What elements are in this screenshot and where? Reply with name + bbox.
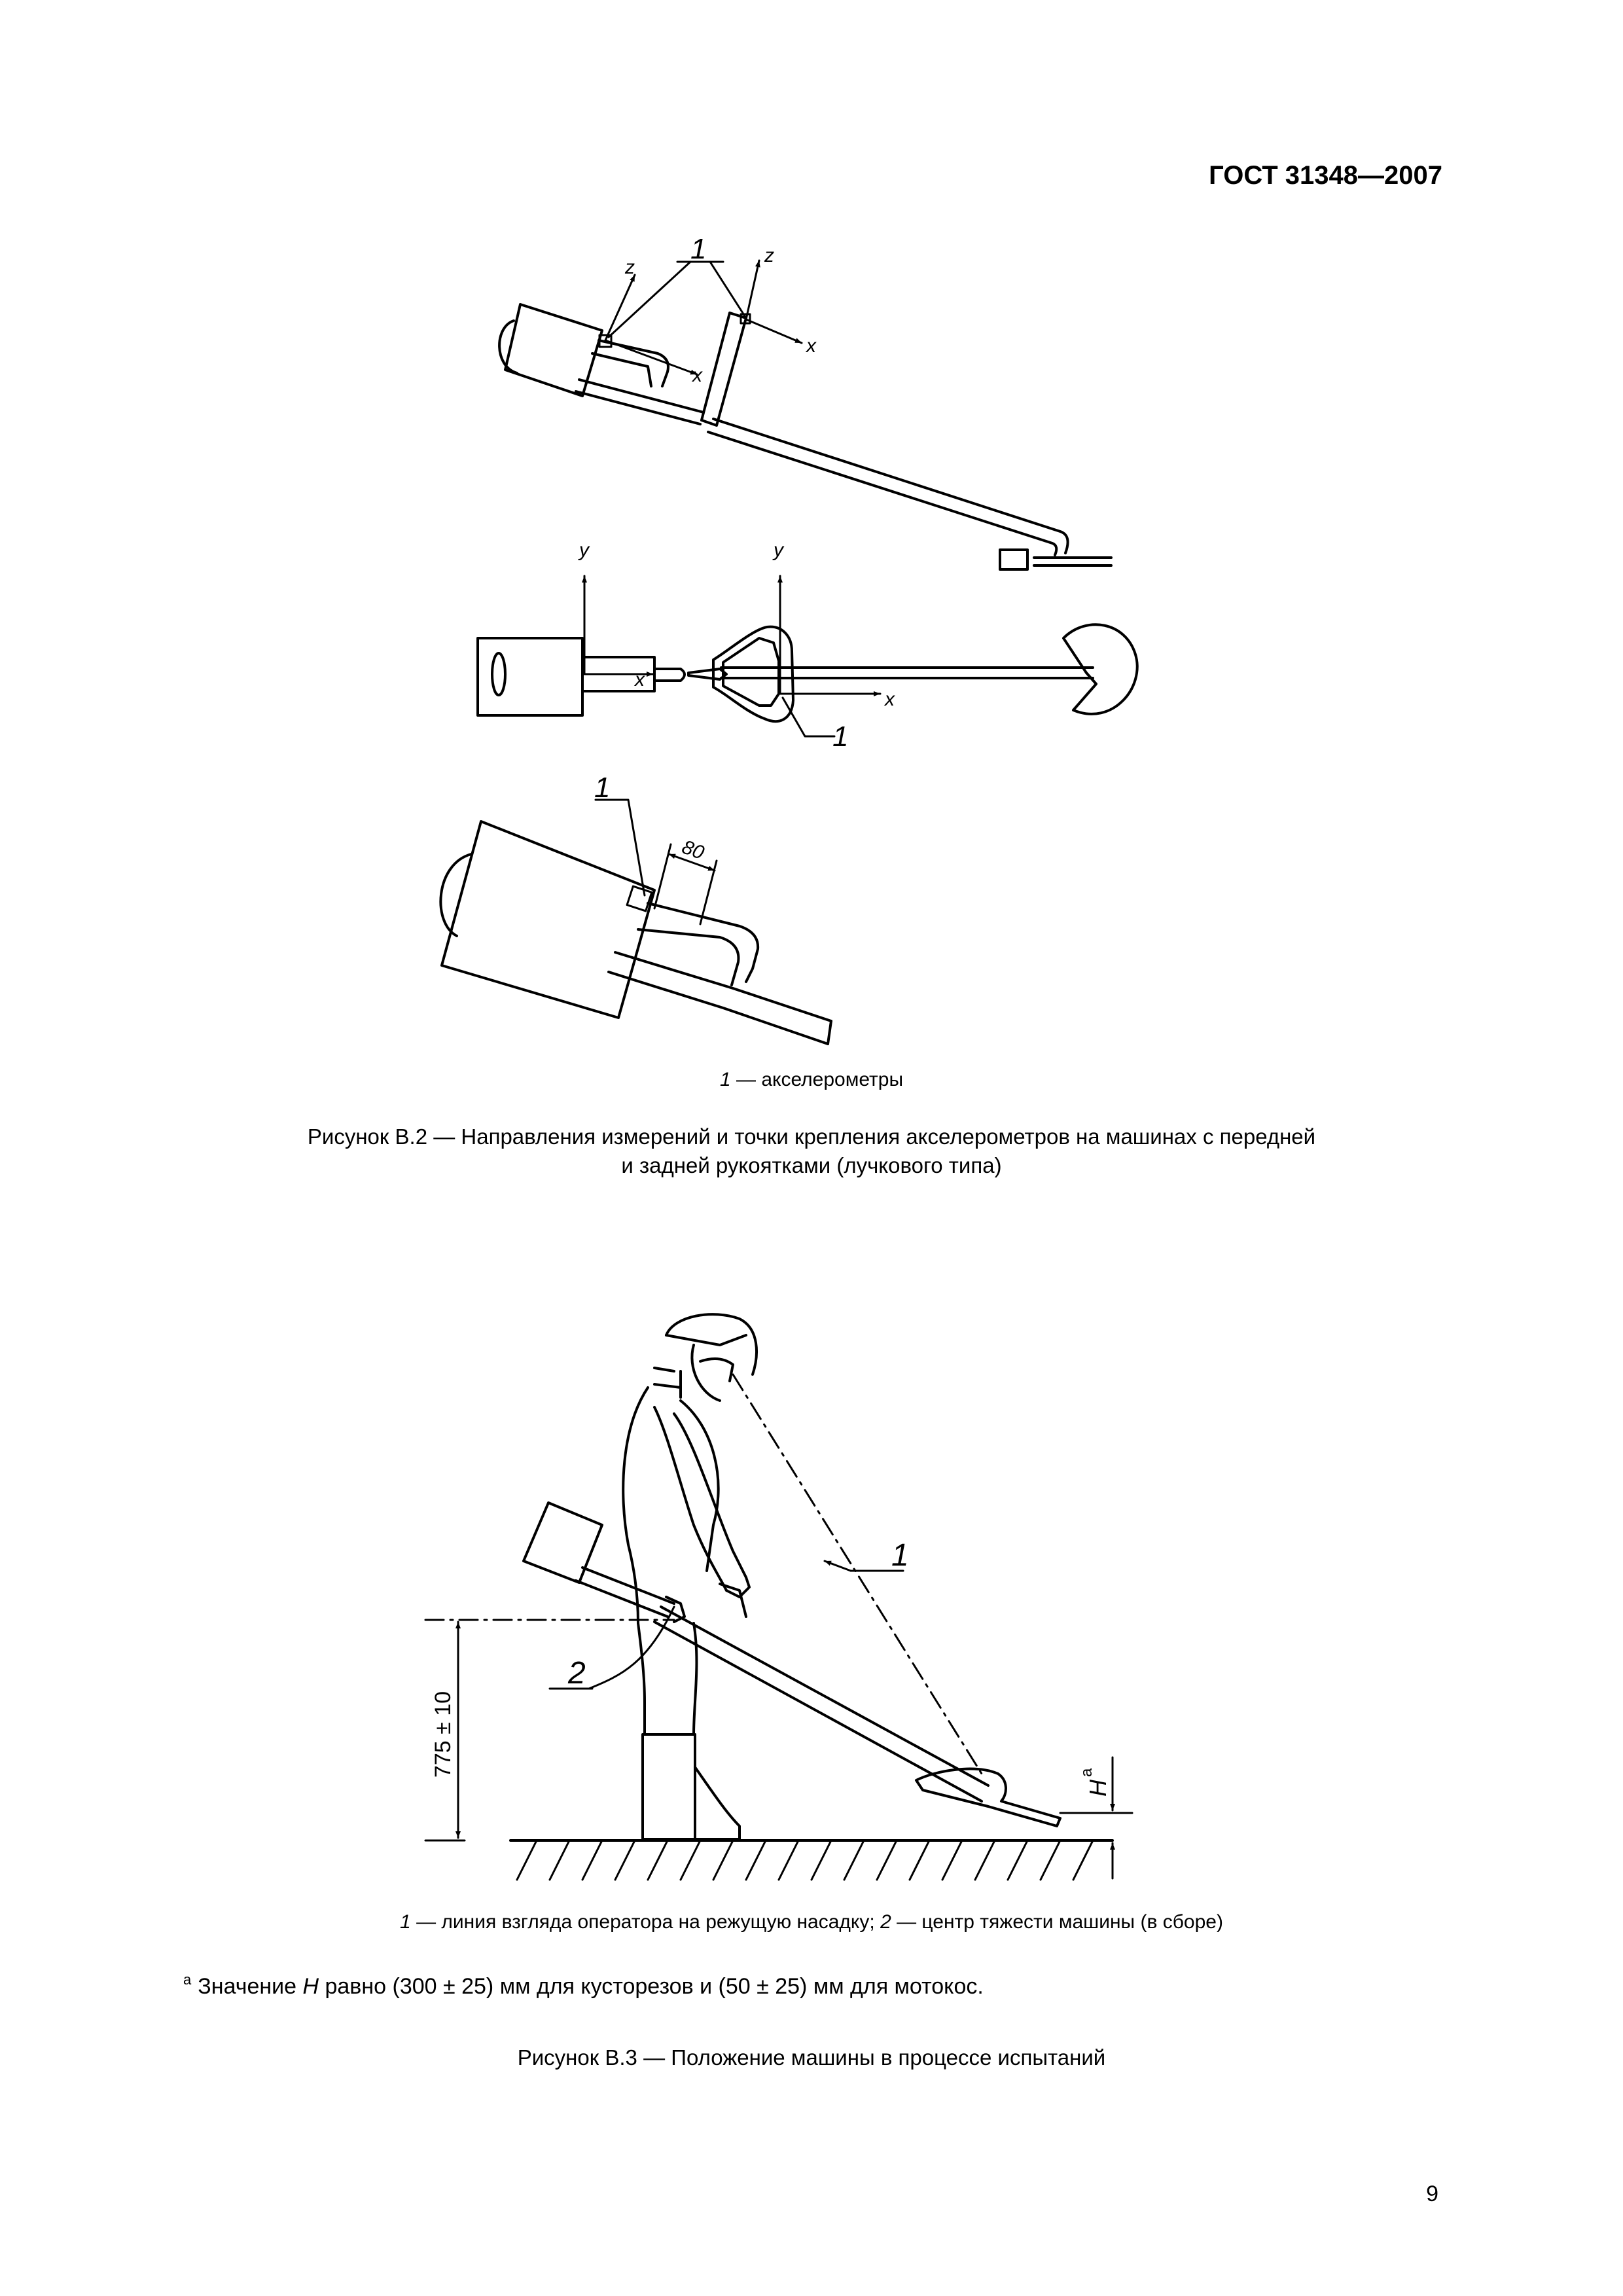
axis-x-right: x bbox=[806, 335, 816, 357]
axis-x-left: x bbox=[692, 365, 702, 386]
callout-accelerometer-plan: 1 bbox=[832, 721, 849, 753]
axis-x-plan-left: x bbox=[635, 669, 645, 691]
figure-b3-legend bbox=[0, 1911, 1623, 1933]
document-number: ГОСТ 31348—2007 bbox=[1209, 161, 1442, 190]
front-handle bbox=[702, 313, 746, 425]
caption-line-2: и задней рукоятками (лучкового типа) bbox=[621, 1153, 1002, 1177]
callout-sight-line: 1 bbox=[891, 1538, 909, 1573]
b2-plan-view bbox=[478, 576, 1137, 736]
callout-center-of-gravity: 2 bbox=[568, 1656, 586, 1691]
dimension-775: 775 ± 10 bbox=[431, 1691, 455, 1778]
footnote bbox=[183, 1971, 984, 2000]
figure-b3-caption: Рисунок В.3 — Положение машины в процессе испытаний bbox=[517, 2045, 1106, 2070]
legend-number-2: 2 bbox=[880, 1911, 891, 1933]
ground bbox=[510, 1840, 1113, 1880]
caption-line-1: Рисунок В.2 — Направления измерений и точки крепления акселерометров на машинах с передней bbox=[307, 1124, 1316, 1149]
legend-number-1: 1 bbox=[400, 1911, 411, 1933]
callout-accelerometers-top: 1 bbox=[690, 233, 707, 265]
figure-b2-drawing bbox=[0, 0, 1623, 1073]
figure-b2-legend bbox=[0, 1069, 1623, 1091]
legend-text-1: — линия взгляда оператора на режущую насадку; bbox=[410, 1911, 881, 1933]
boot bbox=[643, 1734, 695, 1839]
footnote-variable: H bbox=[302, 1974, 319, 1999]
legend-text: — акселерометры bbox=[730, 1069, 904, 1090]
page-number: 9 bbox=[1426, 2181, 1438, 2206]
dimension-h-superscript: a bbox=[1078, 1768, 1096, 1777]
footnote-text-end: равно (300 ± 25) мм для кусторезов и (50 ± 25) мм для мотокос. bbox=[319, 1974, 984, 1999]
dimension-h: H bbox=[1084, 1780, 1111, 1797]
legend-number: 1 bbox=[719, 1069, 731, 1090]
b2-detail-view bbox=[440, 800, 831, 1044]
axis-y-left: y bbox=[579, 539, 589, 561]
axis-x-plan-right: x bbox=[885, 689, 895, 710]
callout-accelerometer-detail: 1 bbox=[594, 772, 611, 804]
operator-figure bbox=[623, 1314, 757, 1839]
axis-z-right: z bbox=[764, 245, 774, 266]
figure-b3-drawing bbox=[0, 1276, 1623, 1931]
footnote-mark: а bbox=[183, 1971, 192, 1988]
brushcutter bbox=[524, 1503, 1060, 1826]
cutter-gearhead bbox=[1000, 550, 1027, 569]
cutting-disc-plan bbox=[1063, 624, 1137, 714]
b2-side-view bbox=[499, 260, 1111, 569]
dimension-80: 80 bbox=[679, 836, 707, 864]
engine-detail bbox=[442, 821, 654, 1018]
legend-text-2: — центр тяжести машины (в сборе) bbox=[891, 1911, 1223, 1933]
axis-z-left: z bbox=[625, 257, 635, 278]
footnote-text-start: Значение bbox=[198, 1974, 303, 1999]
axis-y-right: y bbox=[774, 539, 783, 561]
figure-b2-caption bbox=[0, 1122, 1623, 1180]
